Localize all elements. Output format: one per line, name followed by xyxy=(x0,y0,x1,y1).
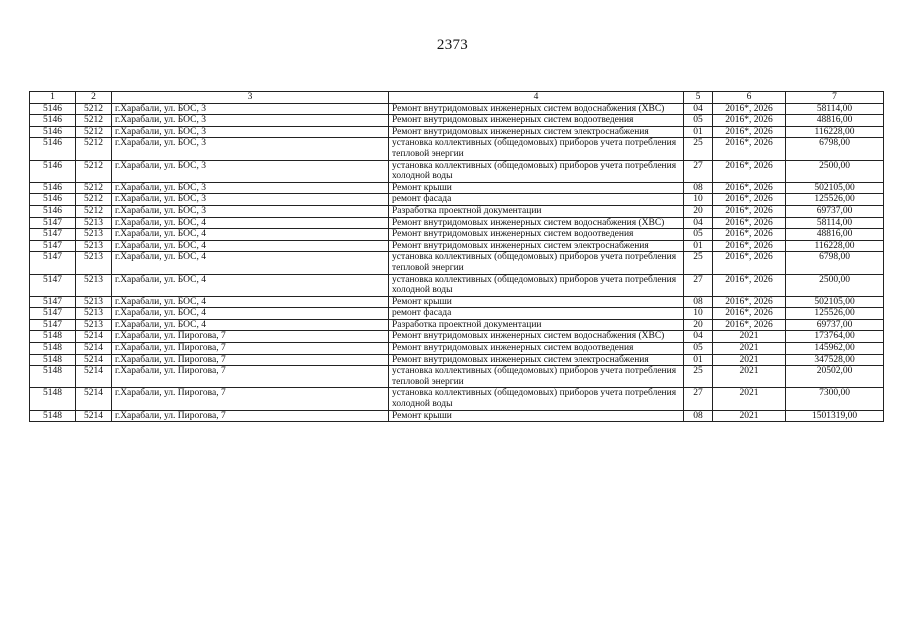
work-type-cell: Ремонт внутридомовых инженерных систем водоснабжения (ХВС) xyxy=(389,331,684,343)
house-id-cell: 5212 xyxy=(76,138,112,160)
house-id-cell: 5212 xyxy=(76,194,112,206)
work-code-cell: 08 xyxy=(684,182,713,194)
address-cell: г.Харабали, ул. БОС, 4 xyxy=(112,240,389,252)
house-id-cell: 5214 xyxy=(76,366,112,388)
cost-cell: 48816,00 xyxy=(786,115,884,127)
work-type-cell: Ремонт крыши xyxy=(389,296,684,308)
address-cell: г.Харабали, ул. Пирогова, 7 xyxy=(112,343,389,355)
row-number-cell: 5147 xyxy=(30,308,76,320)
work-years-cell: 2021 xyxy=(713,354,786,366)
row-number-cell: 5146 xyxy=(30,194,76,206)
cost-cell: 7300,00 xyxy=(786,388,884,410)
work-type-cell: Ремонт внутридомовых инженерных систем водоотведения xyxy=(389,229,684,241)
address-cell: г.Харабали, ул. Пирогова, 7 xyxy=(112,410,389,422)
work-years-cell: 2016*, 2026 xyxy=(713,103,786,115)
work-years-cell: 2016*, 2026 xyxy=(713,308,786,320)
work-code-cell: 01 xyxy=(684,126,713,138)
cost-cell: 48816,00 xyxy=(786,229,884,241)
work-years-cell: 2016*, 2026 xyxy=(713,182,786,194)
table-row xyxy=(30,388,884,410)
row-number-cell: 5146 xyxy=(30,126,76,138)
column-header: 6 xyxy=(713,92,786,104)
cost-cell: 125526,00 xyxy=(786,308,884,320)
house-id-cell: 5213 xyxy=(76,308,112,320)
address-cell: г.Харабали, ул. БОС, 3 xyxy=(112,126,389,138)
work-code-cell: 05 xyxy=(684,229,713,241)
work-years-cell: 2016*, 2026 xyxy=(713,296,786,308)
work-type-cell: установка коллективных (общедомовых) приборов учета потребления холодной воды xyxy=(389,160,684,182)
work-years-cell: 2021 xyxy=(713,343,786,355)
cost-cell: 145962,00 xyxy=(786,343,884,355)
address-cell: г.Харабали, ул. Пирогова, 7 xyxy=(112,354,389,366)
house-id-cell: 5213 xyxy=(76,217,112,229)
work-type-cell: установка коллективных (общедомовых) приборов учета потребления холодной воды xyxy=(389,388,684,410)
address-cell: г.Харабали, ул. БОС, 4 xyxy=(112,319,389,331)
work-code-cell: 27 xyxy=(684,388,713,410)
table-row xyxy=(30,274,884,296)
work-code-cell: 27 xyxy=(684,274,713,296)
work-type-cell: Ремонт крыши xyxy=(389,182,684,194)
table-row xyxy=(30,240,884,252)
cost-cell: 58114,00 xyxy=(786,103,884,115)
house-id-cell: 5214 xyxy=(76,354,112,366)
cost-cell: 69737,00 xyxy=(786,205,884,217)
column-header: 3 xyxy=(112,92,389,104)
row-number-cell: 5146 xyxy=(30,182,76,194)
work-years-cell: 2016*, 2026 xyxy=(713,217,786,229)
table-row xyxy=(30,205,884,217)
house-id-cell: 5212 xyxy=(76,115,112,127)
table-body xyxy=(30,103,884,422)
house-id-cell: 5213 xyxy=(76,274,112,296)
work-years-cell: 2016*, 2026 xyxy=(713,229,786,241)
cost-cell: 502105,00 xyxy=(786,182,884,194)
work-code-cell: 27 xyxy=(684,160,713,182)
work-code-cell: 08 xyxy=(684,410,713,422)
work-type-cell: Ремонт внутридомовых инженерных систем водоснабжения (ХВС) xyxy=(389,217,684,229)
row-number-cell: 5147 xyxy=(30,229,76,241)
row-number-cell: 5147 xyxy=(30,252,76,274)
row-number-cell: 5147 xyxy=(30,296,76,308)
address-cell: г.Харабали, ул. БОС, 4 xyxy=(112,296,389,308)
work-years-cell: 2016*, 2026 xyxy=(713,194,786,206)
work-years-cell: 2016*, 2026 xyxy=(713,115,786,127)
column-header: 4 xyxy=(389,92,684,104)
cost-cell: 58114,00 xyxy=(786,217,884,229)
table-row xyxy=(30,160,884,182)
table-row xyxy=(30,138,884,160)
address-cell: г.Харабали, ул. Пирогова, 7 xyxy=(112,331,389,343)
house-id-cell: 5214 xyxy=(76,331,112,343)
table-row xyxy=(30,252,884,274)
table-row xyxy=(30,115,884,127)
address-cell: г.Харабали, ул. БОС, 3 xyxy=(112,103,389,115)
work-type-cell: Ремонт внутридомовых инженерных систем электроснабжения xyxy=(389,240,684,252)
work-years-cell: 2021 xyxy=(713,410,786,422)
row-number-cell: 5146 xyxy=(30,103,76,115)
cost-cell: 2500,00 xyxy=(786,160,884,182)
house-id-cell: 5212 xyxy=(76,182,112,194)
address-cell: г.Харабали, ул. БОС, 3 xyxy=(112,160,389,182)
address-cell: г.Харабали, ул. БОС, 4 xyxy=(112,229,389,241)
work-type-cell: Ремонт внутридомовых инженерных систем водоотведения xyxy=(389,115,684,127)
work-type-cell: установка коллективных (общедомовых) приборов учета потребления тепловой энергии xyxy=(389,366,684,388)
cost-cell: 6798,00 xyxy=(786,138,884,160)
address-cell: г.Харабали, ул. БОС, 3 xyxy=(112,182,389,194)
work-years-cell: 2016*, 2026 xyxy=(713,160,786,182)
row-number-cell: 5148 xyxy=(30,343,76,355)
work-code-cell: 05 xyxy=(684,115,713,127)
cost-cell: 347528,00 xyxy=(786,354,884,366)
house-id-cell: 5212 xyxy=(76,160,112,182)
address-cell: г.Харабали, ул. Пирогова, 7 xyxy=(112,388,389,410)
table-row xyxy=(30,229,884,241)
address-cell: г.Харабали, ул. БОС, 3 xyxy=(112,138,389,160)
house-id-cell: 5214 xyxy=(76,343,112,355)
work-type-cell: Ремонт внутридомовых инженерных систем водоотведения xyxy=(389,343,684,355)
table-row xyxy=(30,217,884,229)
work-years-cell: 2021 xyxy=(713,331,786,343)
house-id-cell: 5212 xyxy=(76,103,112,115)
address-cell: г.Харабали, ул. БОС, 4 xyxy=(112,308,389,320)
row-number-cell: 5146 xyxy=(30,205,76,217)
house-id-cell: 5213 xyxy=(76,319,112,331)
work-code-cell: 20 xyxy=(684,205,713,217)
table-row xyxy=(30,194,884,206)
table-row xyxy=(30,331,884,343)
row-number-cell: 5148 xyxy=(30,366,76,388)
table-row xyxy=(30,319,884,331)
work-years-cell: 2016*, 2026 xyxy=(713,126,786,138)
address-cell: г.Харабали, ул. БОС, 3 xyxy=(112,205,389,217)
cost-cell: 116228,00 xyxy=(786,126,884,138)
column-header: 5 xyxy=(684,92,713,104)
work-code-cell: 25 xyxy=(684,138,713,160)
table-row xyxy=(30,126,884,138)
work-code-cell: 10 xyxy=(684,308,713,320)
repair-schedule-table xyxy=(29,91,884,422)
work-type-cell: Ремонт внутридомовых инженерных систем электроснабжения xyxy=(389,126,684,138)
cost-cell: 6798,00 xyxy=(786,252,884,274)
house-id-cell: 5214 xyxy=(76,410,112,422)
house-id-cell: 5213 xyxy=(76,240,112,252)
cost-cell: 173764,00 xyxy=(786,331,884,343)
column-header: 1 xyxy=(30,92,76,104)
cost-cell: 69737,00 xyxy=(786,319,884,331)
cost-cell: 116228,00 xyxy=(786,240,884,252)
header-row xyxy=(30,92,884,104)
house-id-cell: 5213 xyxy=(76,229,112,241)
work-code-cell: 10 xyxy=(684,194,713,206)
work-code-cell: 08 xyxy=(684,296,713,308)
work-code-cell: 01 xyxy=(684,240,713,252)
table-header xyxy=(30,92,884,104)
work-years-cell: 2021 xyxy=(713,366,786,388)
row-number-cell: 5148 xyxy=(30,354,76,366)
work-code-cell: 25 xyxy=(684,252,713,274)
address-cell: г.Харабали, ул. Пирогова, 7 xyxy=(112,366,389,388)
work-code-cell: 20 xyxy=(684,319,713,331)
work-years-cell: 2016*, 2026 xyxy=(713,205,786,217)
work-type-cell: Разработка проектной документации xyxy=(389,205,684,217)
work-type-cell: ремонт фасада xyxy=(389,308,684,320)
work-type-cell: установка коллективных (общедомовых) приборов учета потребления тепловой энергии xyxy=(389,138,684,160)
table-row xyxy=(30,410,884,422)
row-number-cell: 5146 xyxy=(30,160,76,182)
cost-cell: 125526,00 xyxy=(786,194,884,206)
address-cell: г.Харабали, ул. БОС, 3 xyxy=(112,194,389,206)
row-number-cell: 5148 xyxy=(30,410,76,422)
house-id-cell: 5212 xyxy=(76,126,112,138)
table-row xyxy=(30,182,884,194)
work-code-cell: 04 xyxy=(684,331,713,343)
work-years-cell: 2021 xyxy=(713,388,786,410)
work-type-cell: установка коллективных (общедомовых) приборов учета потребления холодной воды xyxy=(389,274,684,296)
table-row xyxy=(30,296,884,308)
work-type-cell: Ремонт внутридомовых инженерных систем водоснабжения (ХВС) xyxy=(389,103,684,115)
table-row xyxy=(30,366,884,388)
cost-cell: 1501319,00 xyxy=(786,410,884,422)
work-type-cell: ремонт фасада xyxy=(389,194,684,206)
row-number-cell: 5146 xyxy=(30,138,76,160)
work-type-cell: установка коллективных (общедомовых) приборов учета потребления тепловой энергии xyxy=(389,252,684,274)
table-row xyxy=(30,343,884,355)
cost-cell: 502105,00 xyxy=(786,296,884,308)
house-id-cell: 5212 xyxy=(76,205,112,217)
work-code-cell: 04 xyxy=(684,217,713,229)
table-row xyxy=(30,354,884,366)
column-header: 7 xyxy=(786,92,884,104)
work-code-cell: 01 xyxy=(684,354,713,366)
row-number-cell: 5148 xyxy=(30,331,76,343)
work-type-cell: Ремонт крыши xyxy=(389,410,684,422)
work-code-cell: 05 xyxy=(684,343,713,355)
address-cell: г.Харабали, ул. БОС, 4 xyxy=(112,274,389,296)
row-number-cell: 5148 xyxy=(30,388,76,410)
house-id-cell: 5213 xyxy=(76,252,112,274)
work-code-cell: 25 xyxy=(684,366,713,388)
work-years-cell: 2016*, 2026 xyxy=(713,252,786,274)
table-row xyxy=(30,103,884,115)
address-cell: г.Харабали, ул. БОС, 4 xyxy=(112,217,389,229)
house-id-cell: 5214 xyxy=(76,388,112,410)
row-number-cell: 5147 xyxy=(30,240,76,252)
house-id-cell: 5213 xyxy=(76,296,112,308)
row-number-cell: 5147 xyxy=(30,319,76,331)
row-number-cell: 5147 xyxy=(30,274,76,296)
address-cell: г.Харабали, ул. БОС, 4 xyxy=(112,252,389,274)
address-cell: г.Харабали, ул. БОС, 3 xyxy=(112,115,389,127)
work-years-cell: 2016*, 2026 xyxy=(713,138,786,160)
column-header: 2 xyxy=(76,92,112,104)
row-number-cell: 5146 xyxy=(30,115,76,127)
work-type-cell: Ремонт внутридомовых инженерных систем электроснабжения xyxy=(389,354,684,366)
row-number-cell: 5147 xyxy=(30,217,76,229)
cost-cell: 2500,00 xyxy=(786,274,884,296)
work-years-cell: 2016*, 2026 xyxy=(713,240,786,252)
work-years-cell: 2016*, 2026 xyxy=(713,319,786,331)
cost-cell: 20502,00 xyxy=(786,366,884,388)
work-type-cell: Разработка проектной документации xyxy=(389,319,684,331)
page-number: 2373 xyxy=(436,37,469,53)
work-code-cell: 04 xyxy=(684,103,713,115)
table-row xyxy=(30,308,884,320)
work-years-cell: 2016*, 2026 xyxy=(713,274,786,296)
